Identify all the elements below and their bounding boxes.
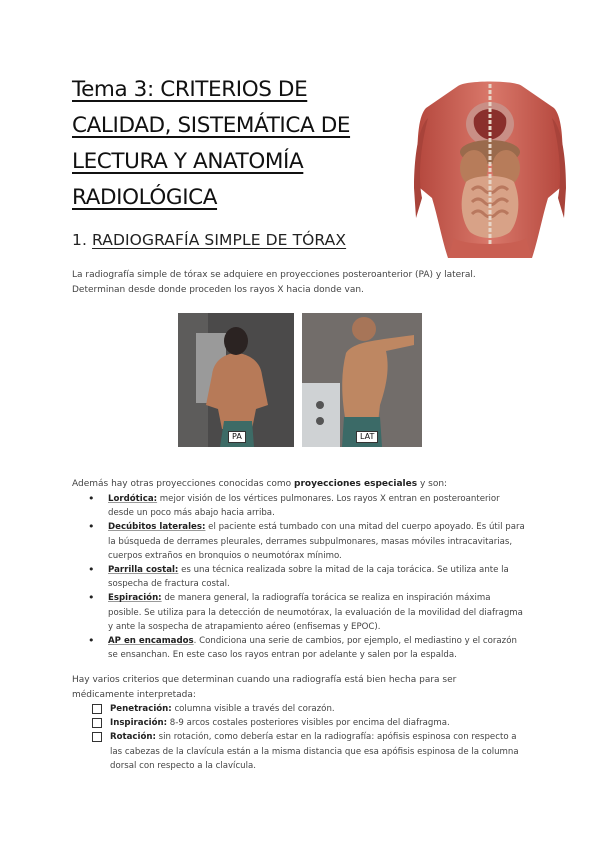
checklist-item: Penetración: columna visible a través del corazón. xyxy=(92,702,528,716)
checkbox-icon[interactable] xyxy=(92,718,102,728)
section-heading xyxy=(72,231,346,249)
quality-criteria-list xyxy=(92,702,528,773)
list-item: • Parrilla costal: es una técnica realizada sobre la mitad de la caja torácica. Se utiliza ante la sospecha de fractura costal. xyxy=(86,563,526,591)
list-item: • AP en encamados. Condiciona una serie de cambios, por ejemplo, el mediastino y el corazón se ensanchan. En este caso los rayos entran por adelante y salen por la espalda. xyxy=(86,634,526,662)
section-number: 1. xyxy=(72,231,87,249)
special-projections-lead: Además hay otras proyecciones conocidas como proyecciones especiales y son: xyxy=(72,479,448,489)
page-title-text: Tema 3: CRITERIOS DE CALIDAD, SISTEMÁTICA DE LECTURA Y ANATOMÍA RADIOLÓGICA xyxy=(72,77,351,210)
intro-paragraph: La radiografía simple de tórax se adquiere en proyecciones posteroanterior (PA) y lateral. Determinan desde donde proceden los rayos X hacia donde van. xyxy=(72,270,476,295)
special-projections-list xyxy=(86,492,526,662)
projection-photos xyxy=(178,313,422,447)
special-projections-term: proyecciones especiales xyxy=(294,479,418,489)
checkbox-icon[interactable] xyxy=(92,704,102,714)
anatomy-back-illustration xyxy=(414,78,566,258)
list-item: • Lordótica: mejor visión de los vértices pulmonares. Los rayos X entran en posteroanterior desde un poco más abajo hacia arriba. xyxy=(86,492,526,520)
lat-label: LAT xyxy=(356,431,378,443)
pa-label: PA xyxy=(228,431,246,443)
page-title xyxy=(72,72,412,216)
checkbox-icon[interactable] xyxy=(92,732,102,742)
checklist-item: Inspiración: 8-9 arcos costales posteriores visibles por encima del diafragma. xyxy=(92,716,528,730)
section-title: RADIOGRAFÍA SIMPLE DE TÓRAX xyxy=(92,231,347,249)
pa-photo xyxy=(178,313,294,447)
criteria-lead: Hay varios criterios que determinan cuando una radiografía está bien hecha para ser médicamente interpretada: xyxy=(72,675,457,700)
checklist-item: Rotación: sin rotación, como debería estar en la radiografía: apófisis espinosa con respecto a las cabezas de la clavícula están a la misma distancia que esa apófisis espinosa de la columna dorsal con respecto a la clavícula. xyxy=(92,730,528,773)
list-item: • Espiración: de manera general, la radiografía torácica se realiza en inspiración máxima posible. Se utiliza para la detección de neumotórax, la evaluación de la movilidad del diafragma y ante la sospecha de atrapamiento aéreo (enfisemas y EPOC). xyxy=(86,591,526,634)
lat-photo xyxy=(302,313,422,447)
list-item: • Decúbitos laterales: el paciente está tumbado con una mitad del cuerpo apoyado. Es útil para la búsqueda de derrames pleurales, derrames subpulmonares, masas móviles intracavitarias, cuerpos extraños en bronquios o neumotórax mínimo. xyxy=(86,520,526,563)
